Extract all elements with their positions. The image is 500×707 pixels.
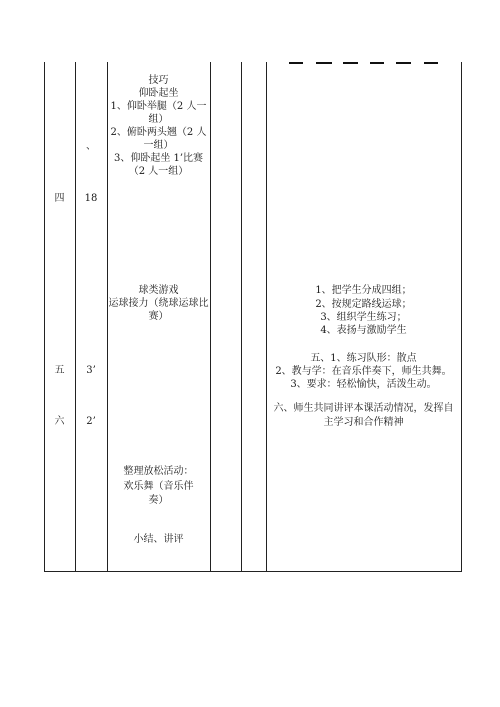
- content-line: 技巧: [148, 75, 169, 86]
- top-border-dash: [396, 62, 411, 64]
- content-line: 组）: [148, 114, 169, 125]
- content-line: 1、仰卧举腿（2 人一: [110, 101, 207, 112]
- table-border-right: [461, 62, 462, 572]
- method-line: 2、按规定路线运球；: [315, 299, 412, 310]
- time-value: 2’: [86, 416, 96, 427]
- content-line: 2、俯卧两头翘（2 人: [110, 127, 207, 138]
- time-value: 18: [84, 193, 98, 204]
- method-line: 六、师生共同讲评本课活动情况，发挥自: [273, 403, 454, 414]
- method-line: 主学习和合作精神: [323, 417, 404, 428]
- table-border-bottom: [44, 571, 462, 572]
- column-divider: [241, 62, 242, 572]
- content-line: （2 人一组）: [128, 166, 189, 177]
- lesson-plan-table: [44, 62, 462, 572]
- section-number: 五: [54, 365, 65, 376]
- method-line: 1、把学生分成四组；: [315, 285, 412, 296]
- top-border-dash: [289, 62, 303, 64]
- content-line: 小结、讲评: [133, 534, 184, 545]
- method-line: 五、1、练习队形：散点: [310, 353, 417, 364]
- content-line: 运球接力（绕球运球比: [108, 298, 209, 309]
- top-border-dash: [343, 62, 358, 64]
- top-border-dash: [424, 62, 438, 64]
- method-line: 4、表扬与激励学生: [320, 325, 407, 336]
- time-value: 3’: [86, 365, 96, 376]
- content-line: 欢乐舞（音乐伴: [123, 481, 194, 492]
- column-divider: [75, 62, 76, 572]
- content-line: 球类游戏: [138, 285, 179, 296]
- method-line: 3、要求：轻松愉快，活泼生动。: [290, 379, 437, 390]
- content-line: 一组）: [143, 140, 174, 151]
- content-line: 仰卧起坐: [138, 88, 179, 99]
- content-line: 整理放松活动：: [123, 466, 194, 477]
- content-line: 3、仰卧起坐 1’比赛: [113, 153, 204, 164]
- table-border-left: [44, 62, 45, 572]
- top-border-dash: [316, 62, 332, 64]
- top-border-dash: [370, 62, 384, 64]
- time-mark: 、: [86, 141, 96, 152]
- content-line: 赛）: [148, 311, 169, 322]
- column-divider: [210, 62, 211, 572]
- method-line: 2、教与学：在音乐伴奏下，师生共舞。: [275, 366, 452, 377]
- method-line: 3、组织学生练习；: [320, 312, 407, 323]
- section-number: 六: [54, 416, 65, 427]
- section-number: 四: [54, 193, 65, 204]
- content-line: 奏）: [148, 495, 169, 506]
